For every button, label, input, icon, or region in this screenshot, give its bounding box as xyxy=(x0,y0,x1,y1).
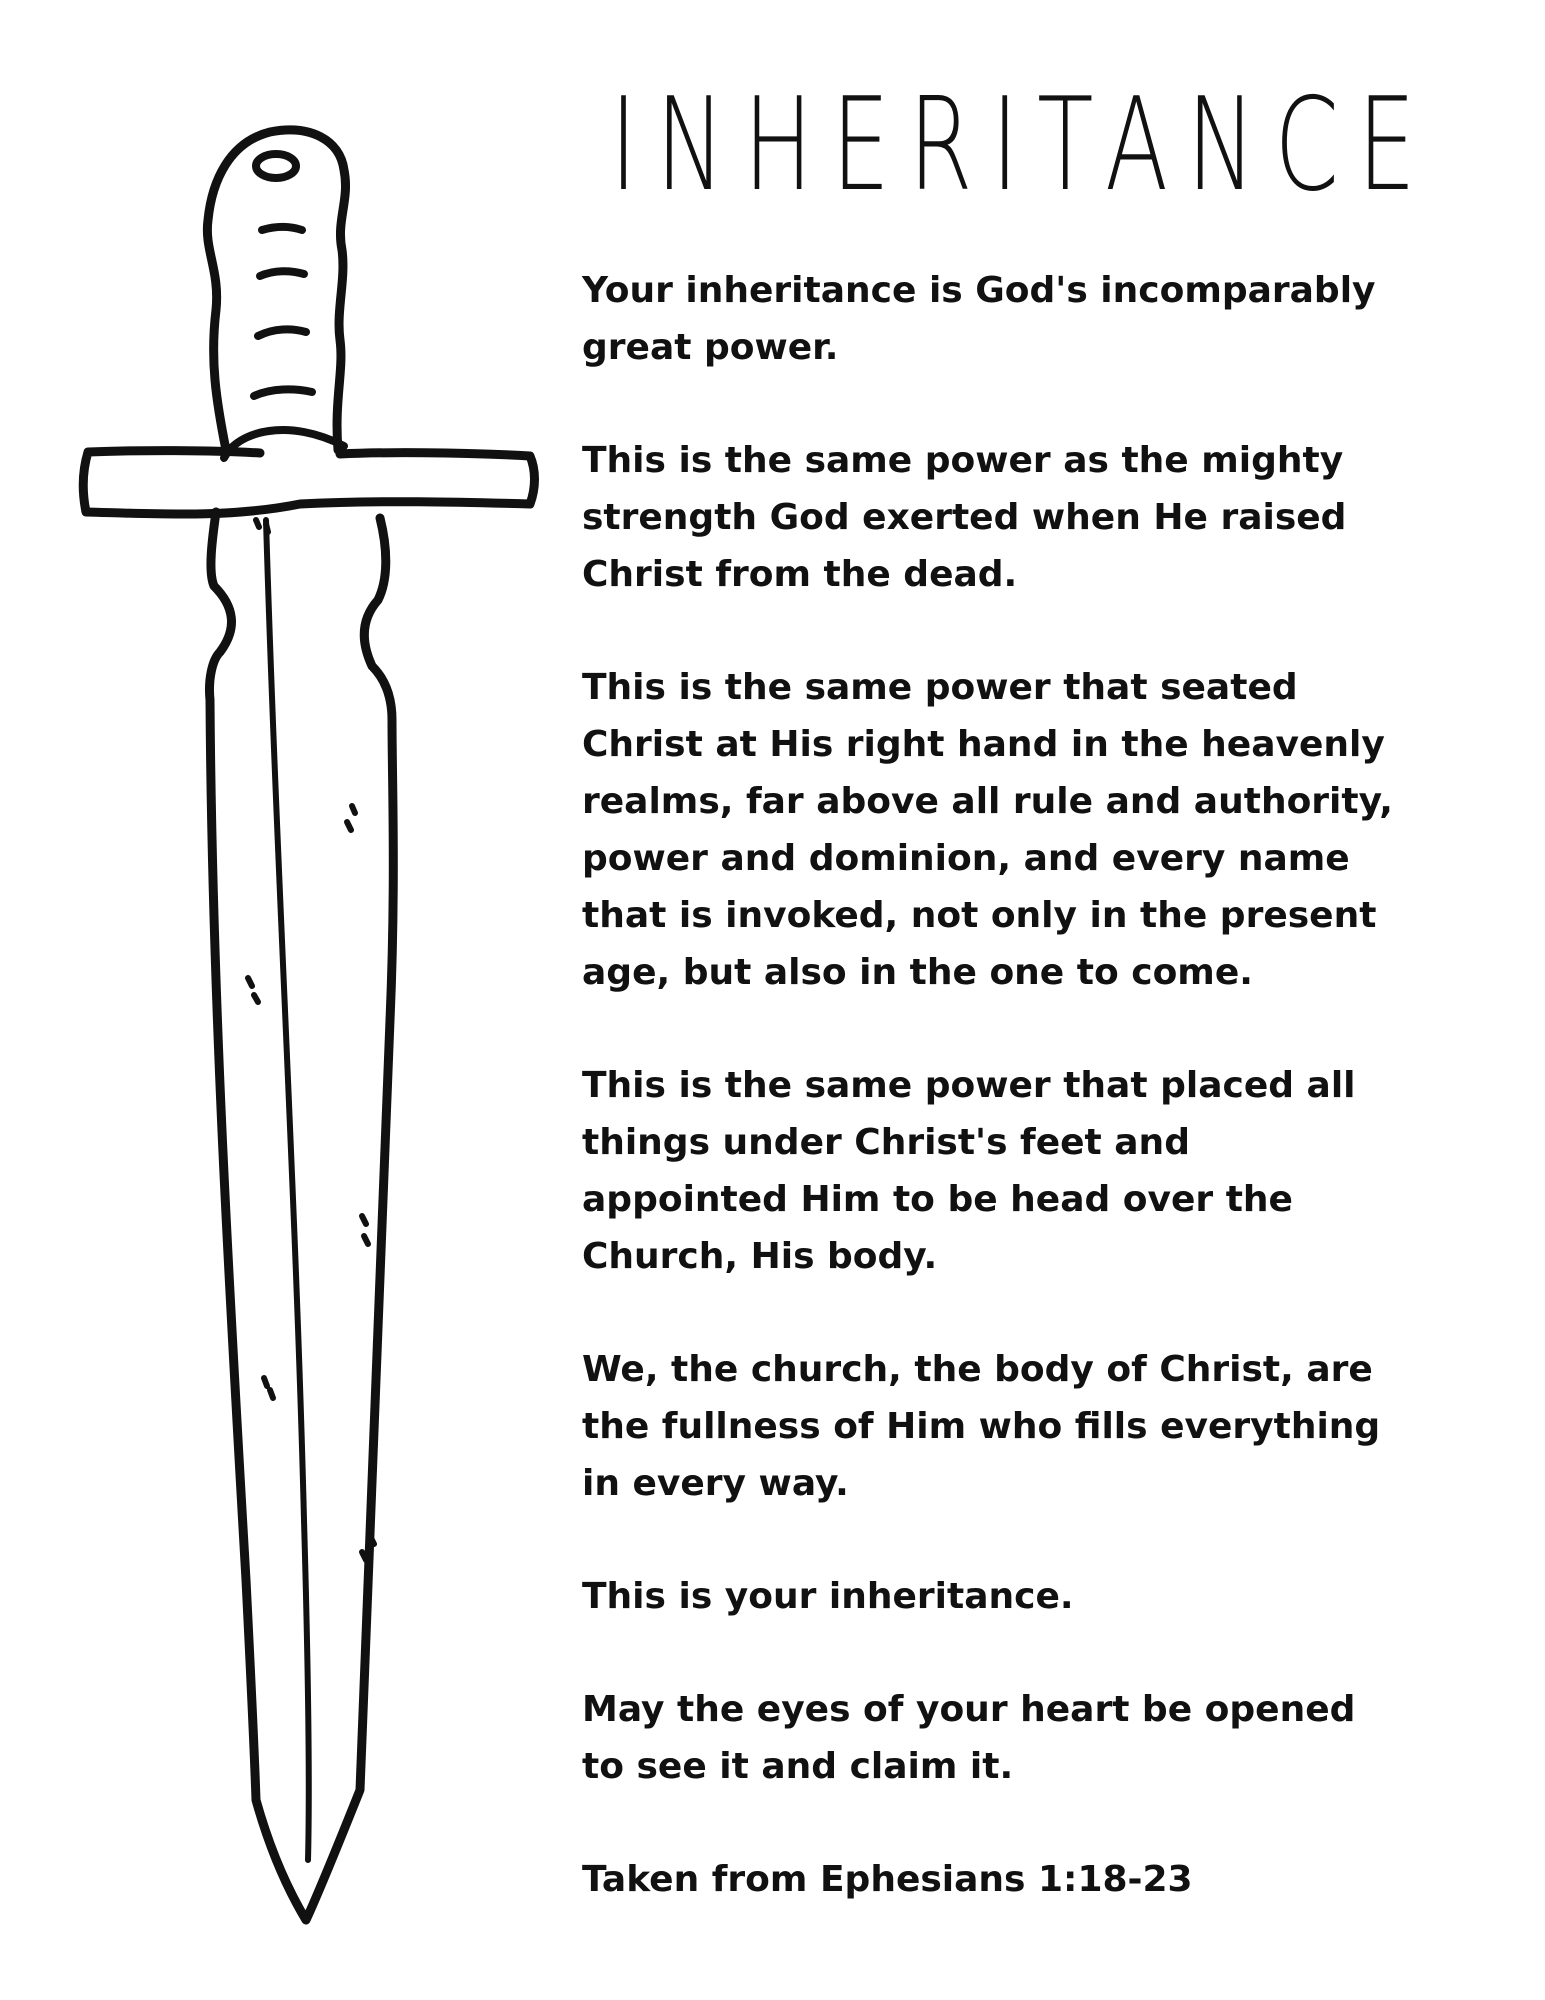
sword-fuller xyxy=(266,520,309,1860)
body-text xyxy=(582,262,1462,1964)
sword-blade xyxy=(209,512,393,1920)
page-title: INHERITANCE xyxy=(610,71,1435,220)
blade-nick xyxy=(248,978,258,1002)
paragraph: This is your inheritance. xyxy=(582,1576,1074,1617)
grip-wrap-line xyxy=(260,271,304,276)
sword-crossguard xyxy=(83,451,534,514)
grip-wrap-line xyxy=(254,389,312,396)
grip-wrap-line xyxy=(258,329,306,336)
paragraph: We, the church, the body of Christ, are the fullness of Him who fills everything in every way. xyxy=(582,1349,1381,1504)
paragraph: May the eyes of your heart be opened to see it and claim it. xyxy=(582,1689,1356,1787)
blade-nick xyxy=(264,1378,273,1398)
scripture-reference: Taken from Ephesians 1:18-23 xyxy=(582,1859,1193,1900)
sword-icon xyxy=(40,100,560,1940)
blade-nick xyxy=(362,1216,368,1244)
pommel-hole xyxy=(256,154,296,178)
paragraph: This is the same power that seated Christ at His right hand in the heavenly realms, far above all rule and authority, power and dominion, and every name that is invoked, not only in the present age, but also in the one to come. xyxy=(582,667,1393,993)
blade-nick xyxy=(347,806,355,830)
paragraph: Your inheritance is God's incomparably great power. xyxy=(582,270,1376,368)
grip-wrap-line xyxy=(262,227,302,230)
paragraph: This is the same power as the mighty strength God exerted when He raised Christ from the dead. xyxy=(582,440,1347,595)
paragraph: This is the same power that placed all things under Christ's feet and appointed Him to be head over the Church, His body. xyxy=(582,1065,1356,1277)
blade-nick xyxy=(256,520,268,532)
